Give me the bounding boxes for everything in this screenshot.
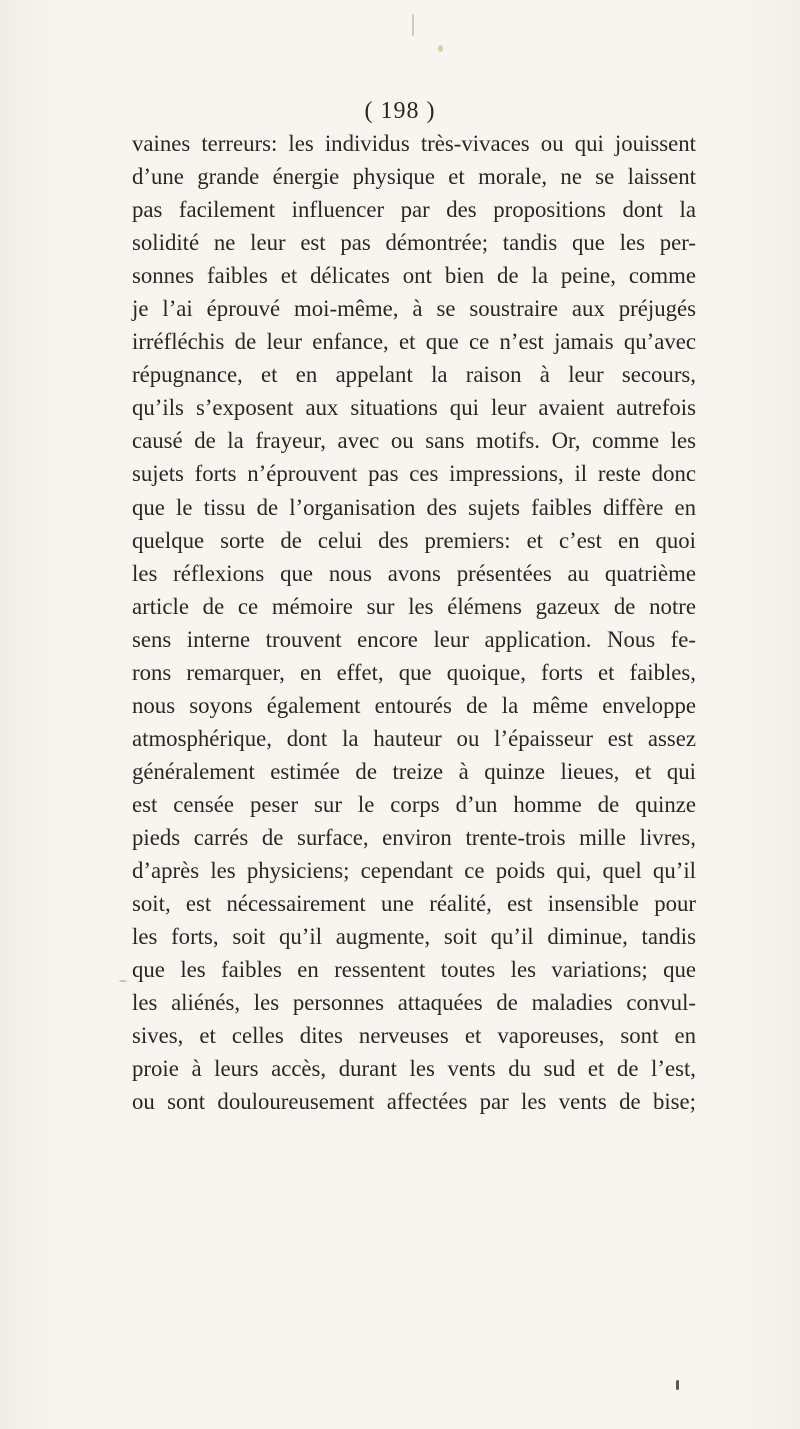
text-line: d’une grande énergie physique et morale, ne se laissent — [132, 164, 696, 190]
body-text — [132, 127, 696, 1118]
paper-speck — [119, 980, 127, 982]
text-line: soit, est nécessairement une réalité, est insensible pour — [132, 891, 696, 917]
text-line: causé de la frayeur, avec ou sans motifs. Or, comme les — [132, 428, 696, 454]
text-line: sujets forts n’éprouvent pas ces impressions, il reste donc — [132, 461, 696, 487]
text-line: d’après les physiciens; cependant ce poids qui, quel qu’il — [132, 858, 696, 884]
text-line: généralement estimée de treize à quinze lieues, et qui — [132, 758, 696, 784]
text-line: pieds carrés de surface, environ trente-trois mille livres, — [132, 824, 696, 850]
text-line: est censée peser sur le corps d’un homme de quinze — [132, 791, 696, 817]
text-line: quelque sorte de celui des premiers: et c’est en quoi — [132, 527, 696, 553]
text-line: pas facilement influencer par des propositions dont la — [132, 197, 696, 223]
text-line: je l’ai éprouvé moi-même, à se soustraire aux préjugés — [132, 296, 696, 322]
text-line: irréfléchis de leur enfance, et que ce n’est jamais qu’avec — [132, 329, 696, 355]
text-line: article de ce mémoire sur les élémens gazeux de notre — [132, 593, 696, 619]
page-number: ( 198 ) — [364, 98, 436, 124]
text-line: solidité ne leur est pas démontrée; tandis que les per- — [132, 230, 696, 256]
text-line: proie à leurs accès, durant les vents du sud et de l’est, — [132, 1056, 696, 1082]
text-line: que le tissu de l’organisation des sujets faibles diffère en — [132, 494, 696, 520]
text-line: atmosphérique, dont la hauteur ou l’épaisseur est assez — [132, 725, 696, 751]
paper-speck — [412, 14, 414, 36]
paper-speck — [438, 45, 443, 52]
text-line: rons remarquer, en effet, que quoique, forts et faibles, — [132, 659, 696, 685]
text-line: sens interne trouvent encore leur application. Nous fe- — [132, 626, 696, 652]
text-line: les réflexions que nous avons présentées au quatrième — [132, 560, 696, 586]
text-line: nous soyons également entourés de la même enveloppe — [132, 692, 696, 718]
text-line: vaines terreurs: les individus très-vivaces ou qui jouissent — [132, 131, 696, 156]
text-line: les forts, soit qu’il augmente, soit qu’il diminue, tandis — [132, 924, 696, 950]
text-line: les aliénés, les personnes attaquées de maladies convul- — [132, 990, 696, 1016]
text-line: ou sont douloureusement affectées par les vents de bise; — [132, 1089, 696, 1115]
ink-mark — [676, 1380, 679, 1390]
text-line: que les faibles en ressentent toutes les variations; que — [132, 957, 696, 983]
text-line: sives, et celles dites nerveuses et vaporeuses, sont en — [132, 1023, 696, 1049]
text-line: répugnance, et en appelant la raison à leur secours, — [132, 362, 696, 388]
text-line: sonnes faibles et délicates ont bien de la peine, comme — [132, 263, 696, 289]
text-line: qu’ils s’exposent aux situations qui leur avaient autrefois — [132, 395, 696, 421]
